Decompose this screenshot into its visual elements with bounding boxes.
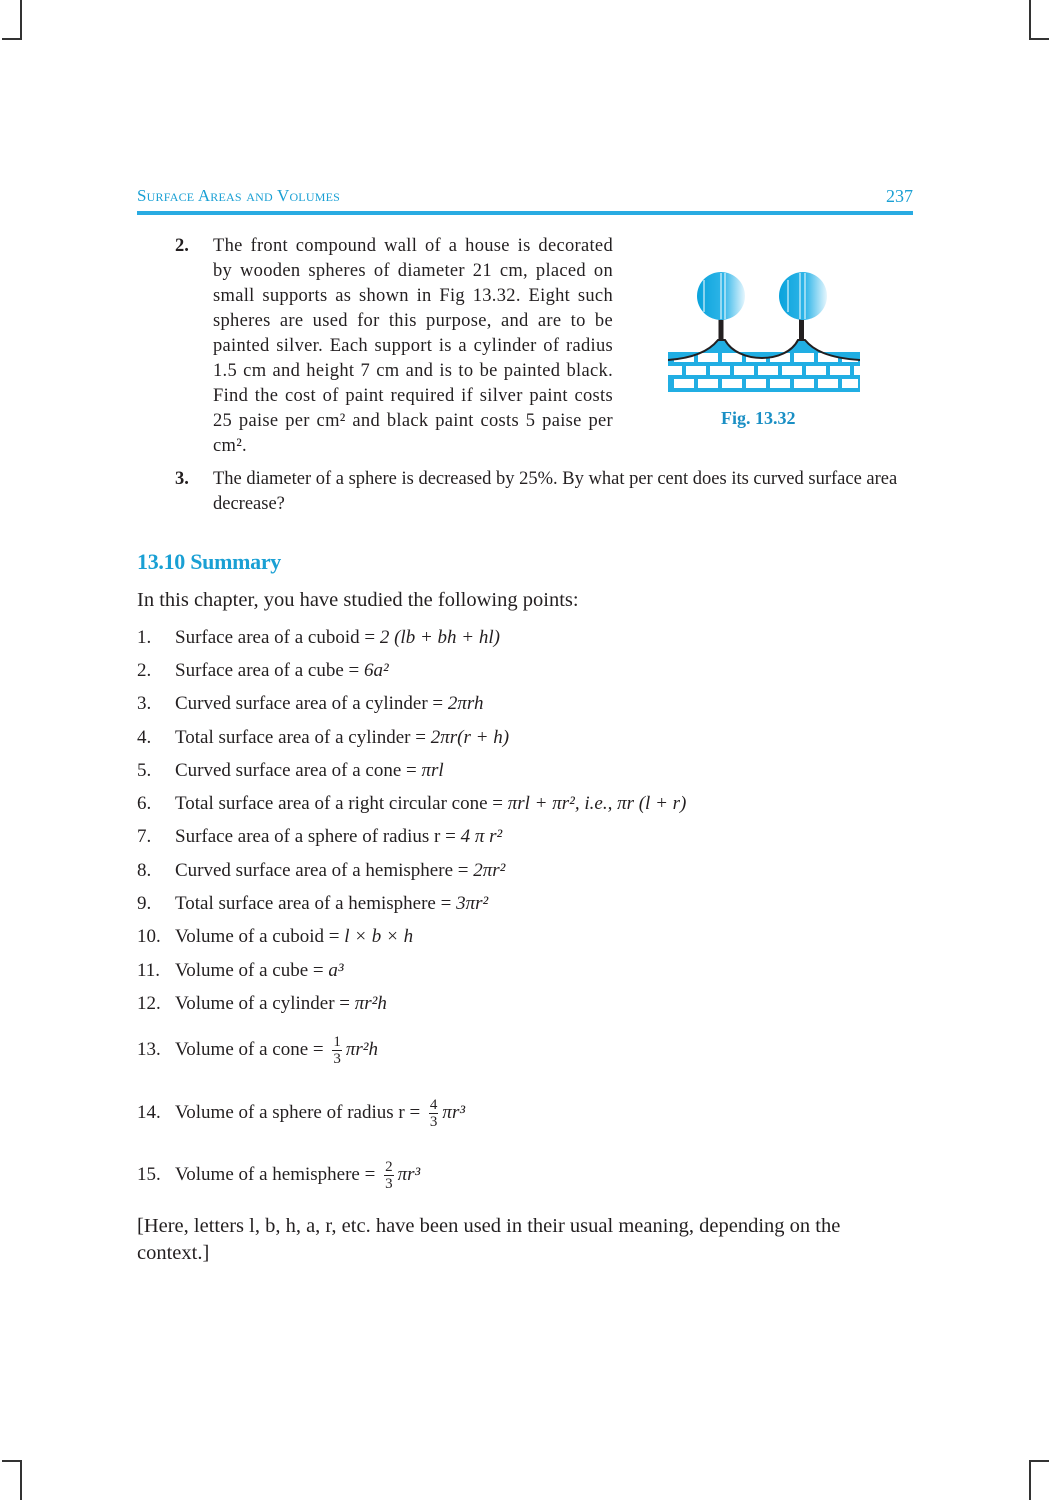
summary-item: 11. Volume of a cube = a³ [137, 960, 344, 981]
formula: 2πrh [447, 693, 484, 714]
running-head [137, 186, 913, 208]
exercise-2 [175, 234, 613, 459]
crop-mark-bottom-left [20, 1460, 22, 1500]
summary-item: 15. Volume of a hemisphere = $\frac{2}{3}$ πr³ [137, 1159, 421, 1192]
formula: πr²h [345, 1038, 378, 1060]
exercise-3 [175, 467, 913, 517]
fraction: $\frac{4}{3}$ [429, 1097, 438, 1130]
section-title: 13.10 Summary [137, 549, 281, 574]
figure-caption: Fig. 13.32 [721, 408, 796, 428]
exercise-text: The front compound wall of a house is decorated by wooden spheres of diameter 21 cm, placed on small supports as shown in Fig 13.32. Eight such spheres are used for this purpose, and are to be painted silver. Each support is a cylinder of radius 1.5 cm and height 7 cm and is to be painted black. Find the cost of paint required if silver paint costs 25 paise per cm² and black paint costs 5 paise per cm². [213, 236, 613, 456]
summary-item: 2. Surface area of a cube = 6a² [137, 660, 389, 681]
summary-item: 14. Volume of a sphere of radius r = $\frac{4}{3}$ πr³ [137, 1097, 466, 1130]
crop-mark-bottom-left [2, 1460, 22, 1462]
header-rule [137, 211, 913, 215]
summary-item: 1. Surface area of a cuboid = 2 (lb + bh + hl) [137, 627, 500, 648]
formula: 2πr(r + h) [430, 727, 510, 748]
exercise-number: 3. [175, 469, 189, 489]
fraction: $\frac{1}{3}$ [333, 1034, 341, 1067]
summary-item: 5. Curved surface area of a cone = πrl [137, 760, 444, 781]
crop-mark-top-right [1029, 38, 1049, 40]
crop-mark-top-left [2, 38, 22, 40]
formula: l × b × h [344, 926, 414, 947]
summary-item: 3. Curved surface area of a cylinder = 2πrh [137, 693, 484, 714]
formula: πr³ [442, 1101, 466, 1123]
running-title: Surface Areas and Volumes [137, 186, 340, 205]
formula: 3πr² [456, 893, 489, 914]
summary-item: 4. Total surface area of a cylinder = 2πr(r + h) [137, 727, 510, 748]
formula: 6a² [364, 660, 389, 681]
summary-intro: In this chapter, you have studied the following points: [137, 589, 579, 611]
formula: πrl + πr², i.e., πr (l + r) [507, 793, 687, 814]
crop-mark-top-left [20, 0, 22, 40]
formula: a³ [328, 960, 344, 981]
summary-item: 6. Total surface area of a right circular cone = πrl + πr², i.e., πr (l + r) [137, 793, 687, 814]
crop-mark-top-right [1029, 0, 1031, 40]
summary-note: [Here, letters l, b, h, a, r, etc. have been used in their usual meaning, depending on the context.] [137, 1215, 841, 1264]
formula: 2πr² [473, 860, 506, 881]
sphere-wall-figure [668, 268, 860, 396]
summary-item: 12. Volume of a cylinder = πr²h [137, 993, 387, 1014]
crop-mark-bottom-right [1029, 1460, 1031, 1500]
formula: 4 π r² [460, 826, 503, 847]
formula: πrl [421, 760, 444, 781]
fraction: $\frac{2}{3}$ [385, 1159, 393, 1192]
summary-item: 7. Surface area of a sphere of radius r = 4 π r² [137, 826, 503, 847]
formula: 2 (lb + bh + hl) [379, 627, 500, 648]
summary-item: 9. Total surface area of a hemisphere = 3πr² [137, 893, 489, 914]
exercise-number: 2. [175, 236, 189, 256]
summary-item: 13. Volume of a cone = $\frac{1}{3}$ πr²h [137, 1034, 378, 1067]
formula: πr³ [397, 1163, 421, 1185]
page-number: 237 [886, 186, 913, 206]
formula: πr²h [354, 993, 387, 1014]
exercise-text: The diameter of a sphere is decreased by 25%. By what per cent does its curved surface area decrease? [213, 469, 898, 514]
summary-item: 10. Volume of a cuboid = l × b × h [137, 926, 414, 947]
crop-mark-bottom-right [1029, 1460, 1049, 1462]
summary-item: 8. Curved surface area of a hemisphere = 2πr² [137, 860, 506, 881]
